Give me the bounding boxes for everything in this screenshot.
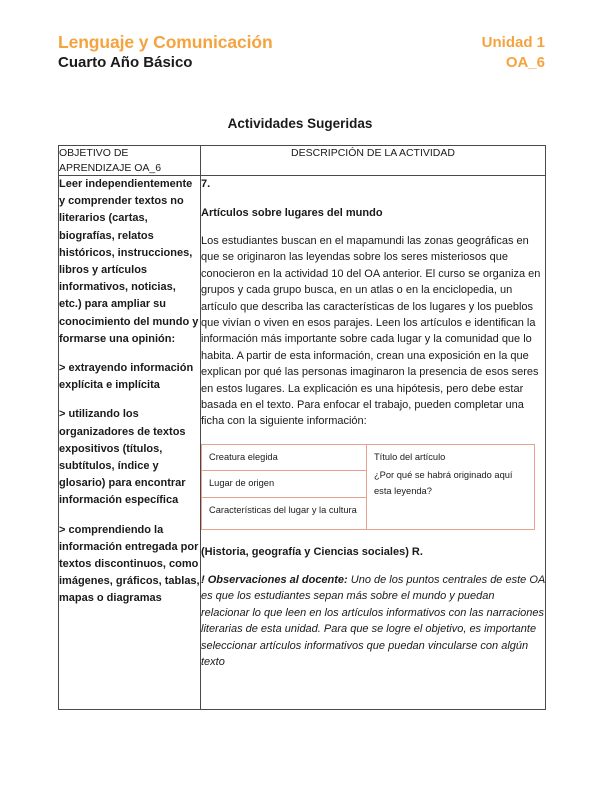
objective-block: > comprendiendo la información entregada por textos discontinuos, como imágenes, gráficos, tablas, mapas o diagramas <box>59 523 200 605</box>
document-header <box>58 32 545 73</box>
header-right-group <box>482 32 545 73</box>
teacher-note <box>201 572 545 670</box>
activity-subtitle: Artículos sobre lugares del mundo <box>201 207 383 219</box>
activity-paragraph: Los estudiantes buscan en el mapamundi las zonas geográficas en que se originaron las leyendas sobre los seres misteriosos que conocieron en la actividad 10 del OA anterior. El curso se organiza en grupos y cada grupo busca, en un atlas o en la enciclopedia, un artículo que describa las características de los lugares y los pueblos que vivían o viven en esos parajes. Leen los artículos e identifican la información más importante sobre cada lugar y la comunidad que lo habita. A partir de esta información, crean una exposición en la que explican por qué las personas imaginaron la presencia de esos seres en estos lugares. La explicación es una hipótesis, pero debe estar basada en el texto. Para enfocar el trabajo, pueden completar una ficha con la siguiente información: <box>201 235 541 428</box>
ficha-label-characteristics: Características del lugar y la cultura <box>202 497 367 529</box>
objective-cell <box>59 176 201 710</box>
ficha-label-creature: Creatura elegida <box>202 444 367 471</box>
subject-title: Lenguaje y Comunicación <box>58 32 273 52</box>
teacher-note-label: ! Observaciones al docente: <box>201 573 348 586</box>
ficha-question-label: ¿Por qué se habrá originado aquí esta leyenda? <box>374 470 513 496</box>
activities-table <box>58 145 546 710</box>
objective-block: Leer independientemente y comprender textos no literarios (cartas, biografías, relatos históricos, instrucciones, libros y artículos informativos, noticias, etc.) para ampliar su conocimiento del mundo y formarse una opinión: <box>59 178 199 345</box>
ficha-table <box>201 444 535 530</box>
objective-block: > utilizando los organizadores de textos expositivos (títulos, subtítulos, índice y glosario) para encontrar información específica <box>59 408 186 507</box>
ficha-label-origin: Lugar de origen <box>202 471 367 498</box>
activity-source: (Historia, geografía y Ciencias sociales) R. <box>201 545 423 558</box>
grade-title: Cuarto Año Básico <box>58 54 193 71</box>
table-content-row <box>59 176 546 710</box>
ficha-right-cell <box>367 444 535 529</box>
description-cell <box>201 176 546 710</box>
objective-block: > extrayendo información explícita e implícita <box>59 362 194 392</box>
table-header-row <box>59 146 546 176</box>
teacher-note-text: Uno de los puntos centrales de este OA es que los estudiantes sepan más sobre el mundo y puedan relacionar lo que leen en los artículos informativos con las narraciones literarias de esta unidad. Para que se logre el objetivo, es importante seleccionar artículos informativos que puedan vincularse con algún texto <box>201 573 545 668</box>
column-header-objective: OBJETIVO DE APRENDIZAJE OA_6 <box>59 146 201 176</box>
header-left-group <box>58 32 273 73</box>
ficha-row <box>202 444 535 471</box>
page-title: Actividades Sugeridas <box>227 116 373 131</box>
oa-label: OA_6 <box>505 54 545 71</box>
column-header-description: DESCRIPCIÓN DE LA ACTIVIDAD <box>201 146 546 176</box>
ficha-article-title-label: Título del artículo <box>374 451 446 462</box>
activity-number: 7. <box>201 178 211 190</box>
unit-label: Unidad 1 <box>481 34 545 51</box>
